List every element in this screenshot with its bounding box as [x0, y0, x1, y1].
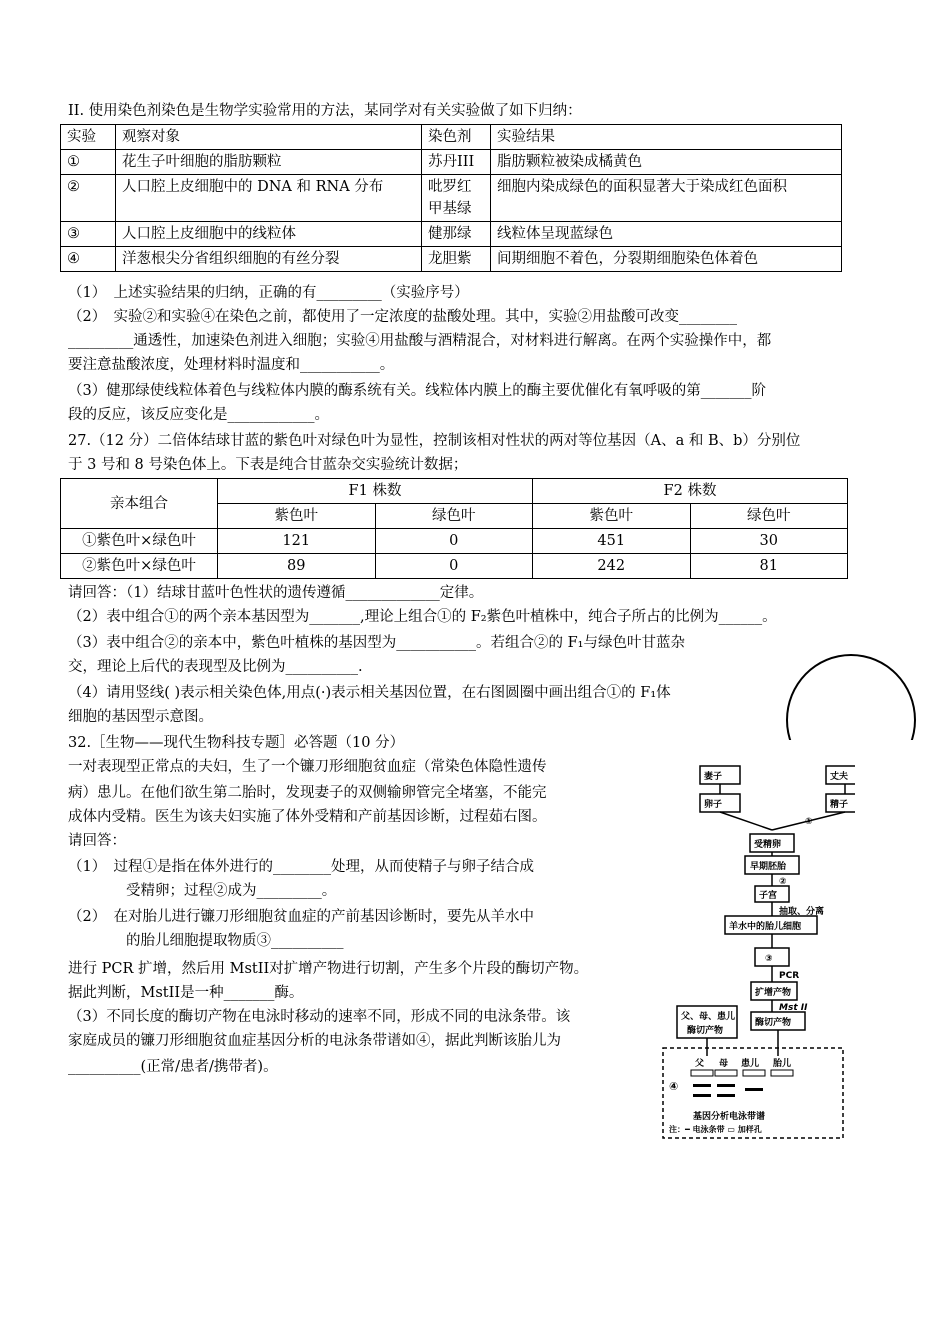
q32-paragraph-line: 请回答：	[68, 833, 126, 849]
table-cell: ①	[61, 150, 116, 175]
table-cell: 81	[690, 554, 848, 579]
step3-label: ③	[765, 954, 773, 964]
table-cell: 451	[533, 529, 691, 554]
sperm-label: 精子	[830, 800, 849, 810]
table-header: F1 株数	[218, 479, 533, 504]
table-header: 实验结果	[491, 125, 842, 150]
table-cell: 线粒体呈现蓝绿色	[491, 222, 842, 247]
amplified-label: 扩增产物	[755, 988, 792, 998]
q27-answer-4-line: （4）请用竖线( )表示相关染色体,用点(·)表示相关基因位置，在右图圆圈中画出组合①的 F₁体	[68, 685, 671, 701]
table-header: 亲本组合	[61, 479, 218, 529]
table-cell: ①紫色叶×绿色叶	[61, 529, 218, 554]
table-row	[61, 554, 848, 579]
s2-question-1: （1） 上述实验结果的归纳，正确的有_________（实验序号）	[68, 285, 469, 301]
q32-question-3-line: __________(正常/患者/携带者)。	[68, 1059, 278, 1075]
table-cell: 0	[375, 554, 533, 579]
staining-table	[60, 124, 842, 272]
s2-question-2-line: （2） 实验②和实验④在染色之前，都使用了一定浓度的盐酸处理。其中，实验②用盐酸可改变________	[68, 309, 737, 325]
lane-label: 胎儿	[773, 1059, 792, 1069]
q27-answer-2: （2）表中组合①的两个亲本基因型为_______,理论上组合①的 F₂紫色叶植株中，纯合子所占的比例为______。	[68, 609, 777, 625]
table-header-row	[61, 125, 842, 150]
zygote-label: 受精卵	[754, 840, 782, 850]
q32-question-2-line: 的胎儿细胞提取物质③__________	[126, 933, 344, 949]
q27-intro-line: 27.（12 分）二倍体结球甘蓝的紫色叶对绿色叶为显性，控制该相对性状的两对等位基因（A、a 和 B、b）分别位	[68, 433, 801, 449]
table-cell: 人口腔上皮细胞中的线粒体	[116, 222, 422, 247]
table-row	[61, 222, 842, 247]
ivf-diagnosis-flowchart	[655, 758, 855, 1148]
gel-title: 基因分析电泳带谱	[693, 1112, 766, 1122]
family-digest-label: 父、母、患儿	[681, 1012, 736, 1022]
q27-intro-line: 于 3 号和 8 号染色体上。下表是纯合甘蓝杂交实验统计数据；	[68, 457, 468, 473]
q32-question-2-line: （2） 在对胎儿进行镰刀形细胞贫血症的产前基因诊断时，要先从羊水中	[68, 909, 534, 925]
mst-label: Mst II	[779, 1003, 808, 1013]
s2-question-2-line: 要注意盐酸浓度，处理材料时温度和___________。	[68, 357, 395, 373]
q32-question-1-line: （1） 过程①是指在体外进行的________处理，从而使精子与卵子结合成	[68, 859, 534, 875]
q32-paragraph-line: 成体内受精。医生为该夫妇实施了体外受精和产前基因诊断，过程茹右图。	[68, 809, 547, 825]
table-cell: 健那绿	[422, 222, 491, 247]
q32-question-3-line: （3）不同长度的酶切产物在电泳时移动的速率不同，形成不同的电泳条带。该	[68, 1009, 571, 1025]
table-header: 染色剂	[422, 125, 491, 150]
table-subheader: 紫色叶	[218, 504, 376, 529]
digest-label: 酶切产物	[755, 1018, 792, 1028]
table-cell: 间期细胞不着色，分裂期细胞染色体着色	[491, 247, 842, 272]
table-cell: 89	[218, 554, 376, 579]
table-header: 观察对象	[116, 125, 422, 150]
q27-answer-3-line: （3）表中组合②的亲本中，紫色叶植株的基因型为___________。若组合②的 F₁与绿色叶甘蓝杂	[68, 635, 685, 651]
s2-question-2-line: _________通透性，加速染色剂进入细胞；实验④用盐酸与酒精混合，对材料进行解离。在两个实验操作中，都	[68, 333, 772, 349]
section2-intro: II. 使用染色剂染色是生物学实验常用的方法，某同学对有关实验做了如下归纳：	[68, 103, 582, 119]
table-cell: 花生子叶细胞的脂肪颗粒	[116, 150, 422, 175]
table-header: F2 株数	[533, 479, 848, 504]
q27-answer-4-line: 细胞的基因型示意图。	[68, 709, 213, 725]
step2-label: ②	[779, 877, 787, 887]
q32-question-1-line: 受精卵；过程②成为_________。	[126, 883, 337, 899]
fetal-cells-label: 羊水中的胎儿细胞	[729, 922, 802, 932]
table-cell: ③	[61, 222, 116, 247]
table-cell: 龙胆紫	[422, 247, 491, 272]
egg-label: 卵子	[704, 800, 723, 810]
table-cell: ②	[61, 175, 116, 222]
lane-label: 母	[719, 1059, 729, 1069]
lane-label: 患儿	[741, 1059, 760, 1069]
q27-answer-1: 请回答：（1）结球甘蓝叶色性状的遗传遵循_____________定律。	[68, 585, 484, 601]
q32-question-2-line: 进行 PCR 扩增，然后用 MstII对扩增产物进行切割，产生多个片段的酶切产物。	[68, 961, 589, 977]
s2-question-3-line: （3）健那绿使线粒体着色与线粒体内膜的酶系统有关。线粒体内膜上的酶主要优催化有氧呼吸的第_______阶	[68, 383, 766, 399]
table-cell: 242	[533, 554, 691, 579]
table-header-row	[61, 479, 848, 504]
table-cell: 洋葱根尖分省组织细胞的有丝分裂	[116, 247, 422, 272]
table-cell: 脂肪颗粒被染成橘黄色	[491, 150, 842, 175]
step4-label: ④	[669, 1080, 679, 1093]
q32-question-3-line: 家庭成员的镰刀形细胞贫血症基因分析的电泳条带谱如④，据此判断该胎儿为	[68, 1033, 561, 1049]
s2-question-3-line: 段的反应，该反应变化是____________。	[68, 407, 329, 423]
table-row	[61, 529, 848, 554]
table-header: 实验	[61, 125, 116, 150]
q32-question-2-line: 据此判断，MstII是一种_______酶。	[68, 985, 304, 1001]
table-subheader: 绿色叶	[690, 504, 848, 529]
table-row	[61, 247, 842, 272]
step1-label: ①	[805, 817, 813, 827]
uterus-label: 子宫	[759, 891, 778, 901]
table-subheader: 紫色叶	[533, 504, 691, 529]
wife-label: 妻子	[704, 772, 723, 782]
extract-label: 抽取、分离	[779, 907, 825, 917]
q27-answer-3-line: 交，理论上后代的表现型及比例为__________.	[68, 659, 363, 675]
table-cell: 人口腔上皮细胞中的 DNA 和 RNA 分布	[116, 175, 422, 222]
lane-label: 父	[695, 1059, 705, 1069]
pcr-label: PCR	[779, 971, 800, 981]
embryo-label: 早期胚胎	[750, 862, 787, 872]
husband-label: 丈夫	[830, 772, 849, 782]
table-cell: 苏丹III	[422, 150, 491, 175]
q32-paragraph-line: 病）患儿。在他们欲生第二胎时，发现妻子的双侧输卵管完全堵塞，不能完	[68, 785, 547, 801]
cabbage-cross-table	[60, 478, 848, 579]
family-digest-label: 酶切产物	[687, 1026, 724, 1036]
table-row	[61, 150, 842, 175]
table-cell: ④	[61, 247, 116, 272]
table-cell: ②紫色叶×绿色叶	[61, 554, 218, 579]
table-cell: 121	[218, 529, 376, 554]
table-row	[61, 175, 842, 222]
table-cell: 吡罗红甲基绿	[422, 175, 491, 222]
q32-title: 32.［生物——现代生物科技专题］必答题（10 分）	[68, 735, 405, 751]
table-cell: 30	[690, 529, 848, 554]
table-cell: 细胞内染成绿色的面积显著大于染成红色面积	[491, 175, 842, 222]
q32-paragraph-line: 一对表现型正常点的夫妇，生了一个镰刀形细胞贫血症（常染色体隐性遗传	[68, 759, 547, 775]
table-subheader: 绿色叶	[375, 504, 533, 529]
table-cell: 0	[375, 529, 533, 554]
gel-legend: 注：━ 电泳条带 ▭ 加样孔	[669, 1125, 762, 1134]
